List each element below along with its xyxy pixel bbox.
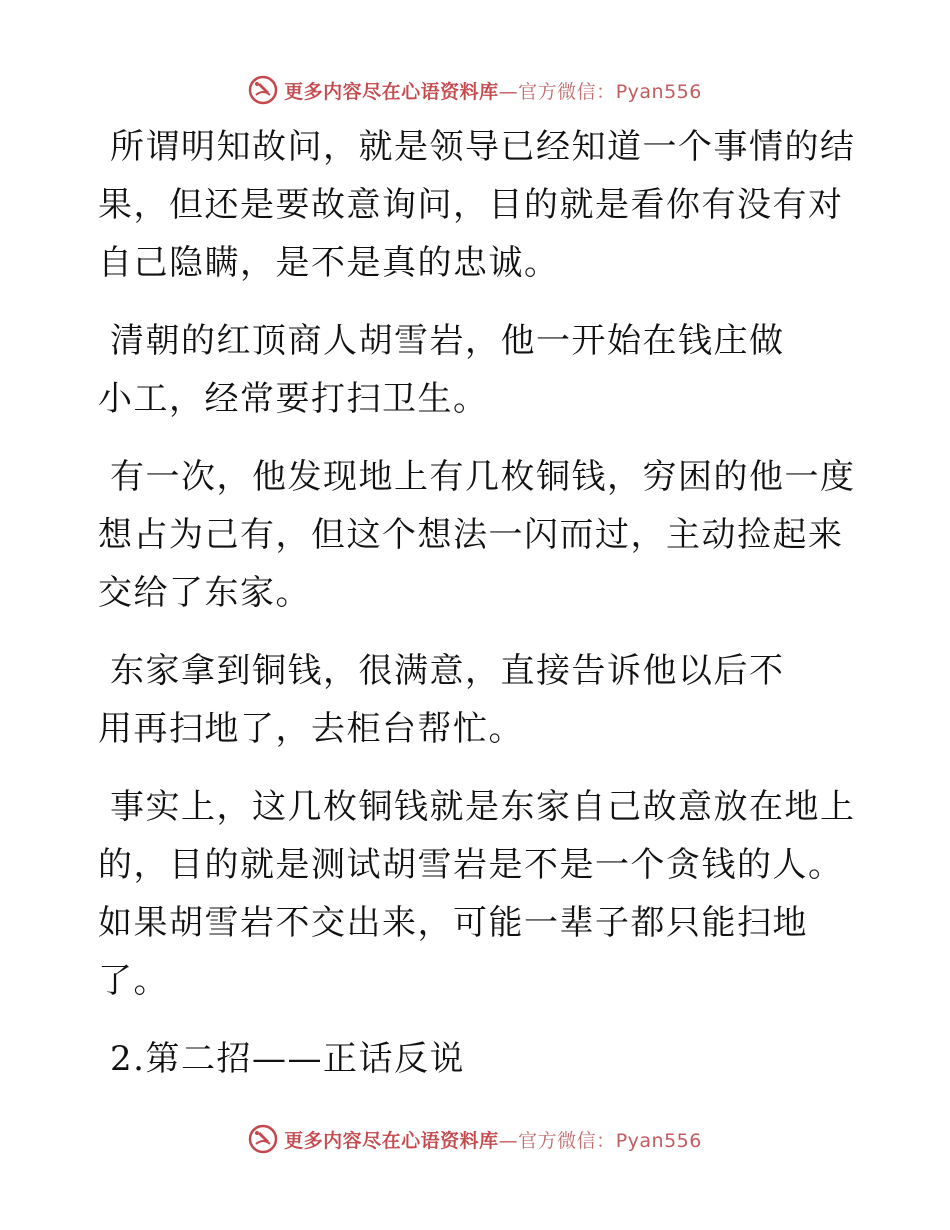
- document-body: [98, 118, 858, 1108]
- watermark-id: Pyan556: [615, 80, 702, 103]
- paragraph: 事实上，这几枚铜钱就是东家自己故意放在地上的，目的就是测试胡雪岩是不是一个贪钱的人。如果胡雪岩不交出来，可能一辈子都只能扫地了。: [98, 787, 856, 1001]
- paragraph: 有一次，他发现地上有几枚铜钱，穷困的他一度想占为己有，但这个想法一闪而过，主动捡起来交给了东家。: [98, 457, 856, 613]
- watermark-sub: 官方微信：: [518, 80, 616, 103]
- book-pen-logo-icon: [248, 75, 278, 105]
- watermark-text: [284, 1126, 702, 1153]
- footer-watermark: [0, 1121, 950, 1157]
- header-watermark: [0, 72, 950, 108]
- paragraph: 所谓明知故问，就是领导已经知道一个事情的结果，但还是要故意询问，目的就是看你有没有对自己隐瞒，是不是真的忠诚。: [98, 127, 856, 283]
- watermark-id: Pyan556: [615, 1129, 702, 1152]
- paragraph: 东家拿到铜钱，很满意，直接告诉他以后不用再扫地了，去柜台帮忙。: [98, 651, 785, 749]
- book-pen-logo-icon: [248, 1124, 278, 1154]
- watermark-main: 更多内容尽在心语资料库: [284, 80, 499, 103]
- watermark-main: 更多内容尽在心语资料库: [284, 1129, 499, 1152]
- watermark-dash: —: [498, 80, 519, 103]
- paragraph: 清朝的红顶商人胡雪岩，他一开始在钱庄做小工，经常要打扫卫生。: [98, 321, 785, 419]
- watermark-text: [284, 77, 702, 104]
- section-heading: 2.第二招——正话反说: [110, 1039, 465, 1079]
- watermark-sub: 官方微信：: [518, 1129, 616, 1152]
- watermark-dash: —: [498, 1129, 519, 1152]
